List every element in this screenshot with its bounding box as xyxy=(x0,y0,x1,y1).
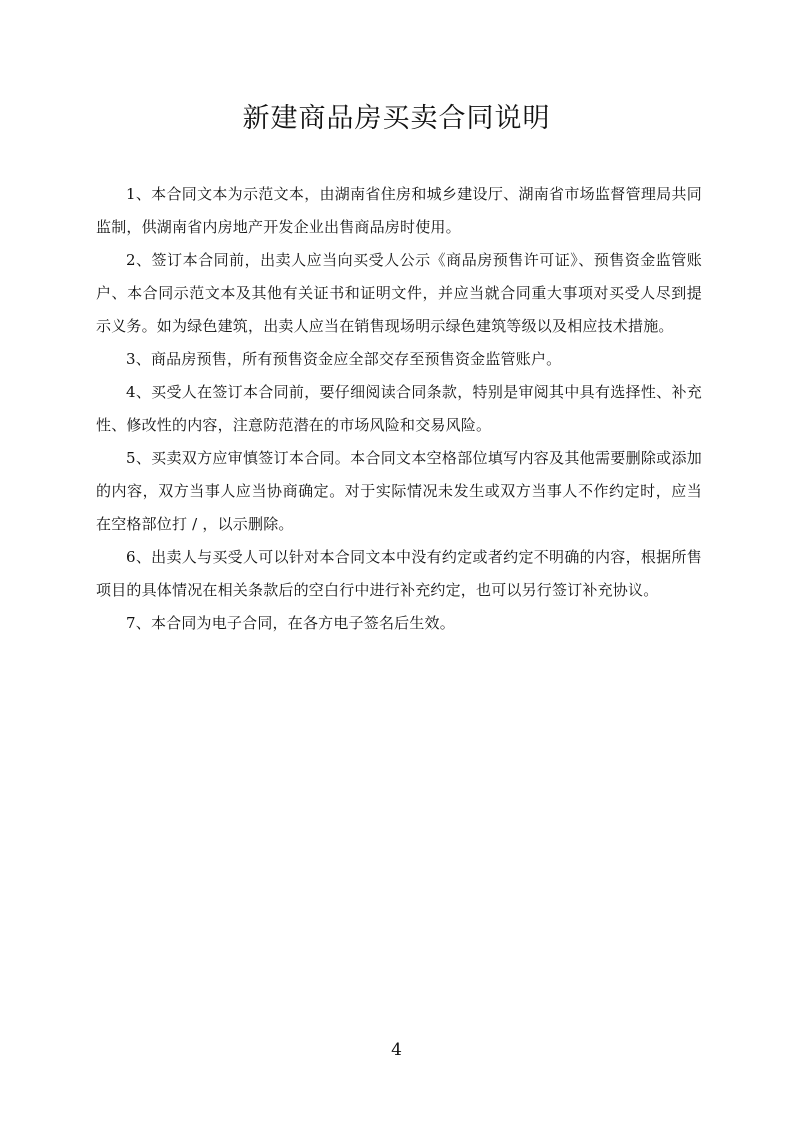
instructions-body xyxy=(96,178,702,640)
page-number: 4 xyxy=(391,1040,402,1060)
instruction-paragraph-7: 7、本合同为电子合同，在各方电子签名后生效。 xyxy=(126,614,455,632)
instruction-paragraph-6: 6、出卖人与买受人可以针对本合同文本中没有约定或者约定不明确的内容，根据所售项目的具体情况在相关条款后的空白行中进行补充约定，也可以另行签订补充协议。 xyxy=(96,548,702,599)
instruction-paragraph-4: 4、买受人在签订本合同前，要仔细阅读合同条款，特别是审阅其中具有选择性、补充性、修改性的内容，注意防范潜在的市场风险和交易风险。 xyxy=(96,383,702,434)
instruction-paragraph-1: 1、本合同文本为示范文本，由湖南省住房和城乡建设厅、湖南省市场监督管理局共同监制，供湖南省内房地产开发企业出售商品房时使用。 xyxy=(96,185,702,236)
document-title: 新建商品房买卖合同说明 xyxy=(242,103,551,134)
instruction-paragraph-3: 3、商品房预售，所有预售资金应全部交存至预售资金监管账户。 xyxy=(126,350,562,368)
instruction-paragraph-2: 2、签订本合同前，出卖人应当向买受人公示《商品房预售许可证》、预售资金监管账户、本合同示范文本及其他有关证书和证明文件，并应当就合同重大事项对买受人尽到提示义务。如为绿色建筑，出卖人应当在销售现场明示绿色建筑等级以及相应技术措施。 xyxy=(96,251,702,335)
instruction-paragraph-5: 5、买卖双方应审慎签订本合同。本合同文本空格部位填写内容及其他需要删除或添加的内容，双方当事人应当协商确定。对于实际情况未发生或双方当事人不作约定时，应当在空格部位打 / ，以示删除。 xyxy=(96,449,702,533)
